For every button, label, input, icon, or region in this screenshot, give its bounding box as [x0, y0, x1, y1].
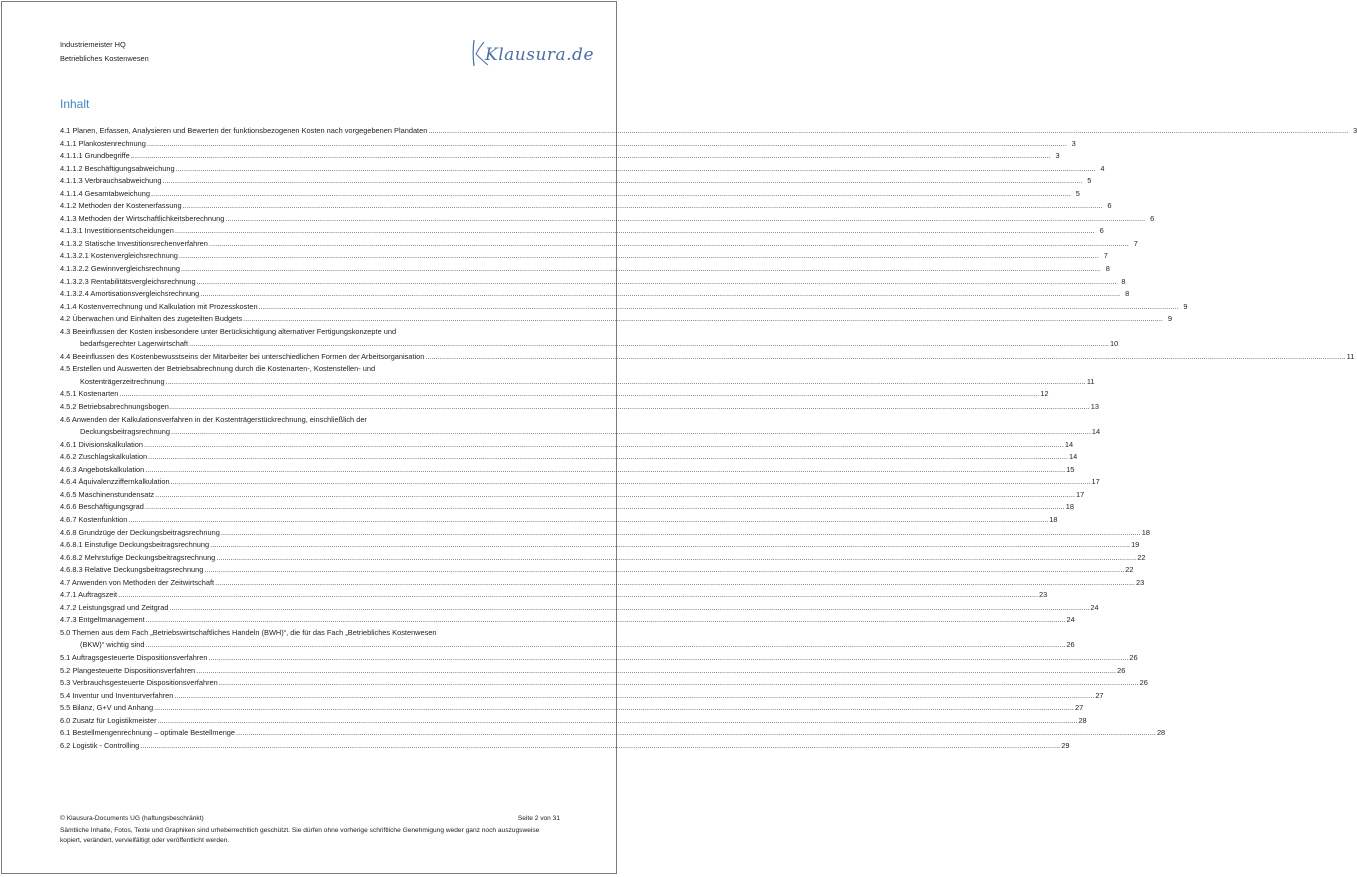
toc-dot-leader	[183, 200, 1103, 213]
toc-dot-leader	[154, 702, 1074, 715]
toc-entry-title: 4.2 Überwachen und Einhalten des zugeteilten Budgets	[60, 314, 243, 324]
toc-page-number: 3	[1353, 126, 1357, 135]
toc-page-number: 14	[1064, 439, 1074, 449]
toc-page-number: 13	[1090, 402, 1100, 412]
toc-dot-leader	[189, 338, 1109, 351]
toc-page-number: 27	[1095, 690, 1104, 700]
toc-page-number: 10	[1109, 339, 1119, 349]
toc-entry[interactable]	[60, 489, 1085, 502]
toc-entry-title: 4.7.2 Leistungsgrad und Zeitgrad	[60, 602, 169, 612]
toc-entry[interactable]	[60, 702, 1084, 715]
toc-page-number: 6	[1099, 226, 1104, 236]
toc-dot-leader	[176, 163, 1096, 176]
toc-entry-title: 4.1.3.2.2 Gewinnvergleichsrechnung	[60, 264, 180, 274]
toc-entry-title: 6.2 Logistik - Controlling	[60, 740, 140, 750]
toc-dot-leader	[128, 514, 1048, 527]
toc-entry[interactable]	[60, 690, 1104, 703]
toc-dot-leader	[225, 213, 1145, 226]
toc-entry[interactable]	[60, 665, 1126, 678]
toc-entry-title: 4.1.1 Plankostenrechnung	[60, 138, 146, 148]
toc-entry[interactable]	[60, 301, 1188, 314]
toc-page-number: 18	[1065, 502, 1074, 512]
toc-page-number: 15	[1066, 464, 1075, 474]
toc-entry-title: 4.6.6 Beschäftigungsgrad	[60, 502, 144, 512]
toc-dot-leader	[196, 665, 1116, 678]
toc-entry-title: 4.6.5 Maschinenstundensatz	[60, 489, 155, 499]
toc-entry[interactable]	[60, 564, 1134, 577]
toc-page-number: 12	[1040, 389, 1049, 399]
toc-entry-title-continued: bedarfsgerechter Lagerwirtschaft	[80, 339, 189, 349]
toc-entry-title: 5.1 Auftragsgesteuerte Dispositionsverfahren	[60, 652, 208, 662]
toc-dot-leader	[209, 652, 1129, 665]
toc-entry-title: 4.6.4 Äquivalenzziffernkalkulation	[60, 477, 170, 487]
toc-entry[interactable]	[60, 614, 1075, 627]
toc-page-number: 17	[1091, 477, 1100, 487]
toc-entry-title: 4.6.7 Kostenfunktion	[60, 514, 128, 524]
toc-entry-title: 4.6.8.3 Relative Deckungsbeitragsrechnung	[60, 565, 204, 575]
toc-entry[interactable]	[60, 677, 1148, 690]
toc-entry-title: 4.5 Erstellen und Auswerten der Betriebsabrechnung durch die Kostenarten-, Kostenstellen- und	[60, 364, 376, 374]
toc-entry-title: 4.3 Beeinflussen der Kosten insbesondere unter Berücksichtigung alternativer Fertigungskonzepte und	[60, 326, 397, 336]
toc-page-number: 29	[1061, 740, 1070, 750]
toc-page-number: 18	[1049, 514, 1058, 524]
toc-entry[interactable]	[60, 589, 1048, 602]
page-title: Inhalt	[60, 97, 90, 111]
toc-entry-title: 4.5.1 Kostenarten	[60, 389, 119, 399]
toc-dot-leader	[147, 138, 1067, 151]
toc-entry[interactable]	[60, 288, 1130, 301]
toc-dot-leader	[236, 727, 1156, 740]
toc-entry[interactable]	[60, 250, 1108, 263]
toc-page-number: 9	[1167, 314, 1172, 324]
toc-entry-title: 4.1.3.2 Statische Investitionsrechenverfahren	[60, 238, 208, 248]
footer-copyright: © Klausura-Documents UG (haftungsbeschränkt)	[60, 815, 204, 822]
toc-page-number: 14	[1091, 427, 1101, 437]
toc-page-number: 7	[1133, 238, 1138, 248]
toc-page-number: 3	[1055, 151, 1060, 161]
toc-dot-leader	[118, 589, 1038, 602]
toc-entry-title: 4.6.1 Divisionskalkulation	[60, 439, 143, 449]
toc-entry[interactable]	[60, 464, 1075, 477]
toc-entry[interactable]	[60, 200, 1112, 213]
toc-entry[interactable]	[60, 451, 1078, 464]
toc-entry[interactable]	[60, 225, 1104, 238]
toc-entry-title: 4.1.3.1 Investitionsentscheidungen	[60, 226, 174, 236]
toc-dot-leader	[174, 690, 1094, 703]
toc-page-number: 9	[1183, 301, 1188, 311]
toc-entry[interactable]	[60, 276, 1126, 289]
toc-entry[interactable]	[60, 213, 1155, 226]
toc-page-number: 28	[1078, 715, 1087, 725]
toc-dot-leader	[210, 539, 1130, 552]
toc-dot-leader	[170, 401, 1090, 414]
footer-legal-notice: Sämtliche Inhalte, Fotos, Texte und Graphiken sind urheberrechtlich geschützt. Sie dürfen ohne vorherige schriftliche Genehmigung weder ganz noch auszugsweise kopiert, verändert, vervielfältigt oder veröffentlicht werden.	[60, 827, 540, 844]
toc-entry[interactable]	[60, 326, 1119, 351]
toc-page-number: 26	[1129, 652, 1138, 662]
toc-dot-leader	[428, 125, 1348, 138]
toc-page-number: 22	[1125, 565, 1134, 575]
toc-entry-title: 4.1.1.1 Grundbegriffe	[60, 151, 130, 161]
toc-entry[interactable]	[60, 602, 1099, 615]
toc-dot-leader	[221, 527, 1141, 540]
toc-entry[interactable]	[60, 439, 1074, 452]
toc-entry-title-continued: Deckungsbeitragsrechnung	[80, 427, 170, 437]
toc-entry[interactable]	[60, 740, 1070, 753]
toc-page-number: 8	[1121, 276, 1126, 286]
logo-text: Klausura.de	[485, 45, 595, 65]
toc-entry-title: 4.7.3 Entgeltmanagement	[60, 615, 145, 625]
toc-entry[interactable]	[60, 715, 1087, 728]
toc-entry-title-continued: (BKW)“ wichtig sind	[80, 640, 145, 650]
toc-page-number: 26	[1066, 640, 1075, 650]
toc-entry-title: 4.1.1.4 Gesamtabweichung	[60, 188, 150, 198]
toc-entry[interactable]	[60, 577, 1145, 590]
document-header	[60, 38, 149, 66]
toc-dot-leader	[425, 351, 1345, 364]
toc-entry-title: 5.0 Themen aus dem Fach „Betriebswirtschaftliches Handeln (BWH)“, die für das Fach „Betriebliches Kostenwesen	[60, 627, 437, 637]
toc-page-number: 26	[1139, 678, 1148, 688]
toc-page-number: 11	[1086, 376, 1095, 386]
toc-entry[interactable]	[60, 652, 1138, 665]
toc-dot-leader	[200, 288, 1120, 301]
toc-entry[interactable]	[60, 401, 1100, 414]
toc-entry-title: 6.0 Zusatz für Logistikmeister	[60, 715, 157, 725]
toc-entry[interactable]	[60, 263, 1110, 276]
toc-entry-title: 6.1 Bestellmengenrechnung – optimale Bestellmenge	[60, 728, 236, 738]
toc-page-number: 3	[1071, 138, 1076, 148]
toc-entry[interactable]	[60, 138, 1076, 151]
toc-page-number: 27	[1074, 703, 1084, 713]
toc-entry-title: 4.6.8.2 Mehrstufige Deckungsbeitragsrechnung	[60, 552, 216, 562]
toc-page-number: 24	[1066, 615, 1075, 625]
document-footer	[60, 813, 560, 846]
toc-dot-leader	[171, 426, 1091, 439]
toc-entry[interactable]	[60, 727, 1166, 740]
toc-dot-leader	[140, 740, 1060, 753]
toc-dot-leader	[181, 263, 1101, 276]
toc-dot-leader	[148, 451, 1068, 464]
toc-dot-leader	[243, 313, 1163, 326]
toc-entry-title: 4.6.8.1 Einstufige Deckungsbeitragsrechnung	[60, 540, 210, 550]
toc-entry-title: 4.1.3.2.4 Amortisationsvergleichsrechnung	[60, 289, 200, 299]
toc-entry-title-continued: Kostenträgerzeitrechnung	[80, 376, 165, 386]
toc-entry[interactable]	[60, 175, 1092, 188]
toc-entry[interactable]	[60, 125, 1357, 138]
toc-dot-leader	[175, 225, 1095, 238]
toc-dot-leader	[219, 677, 1139, 690]
toc-entry-title: 4.6.8 Grundzüge der Deckungsbeitragsrechnung	[60, 527, 220, 537]
toc-entry-title: 4.7 Anwenden von Methoden der Zeitwirtschaft	[60, 577, 215, 587]
toc-entry-title: 5.4 Inventur und Inventurverfahren	[60, 690, 174, 700]
toc-entry[interactable]	[60, 627, 1075, 652]
toc-entry[interactable]	[60, 163, 1105, 176]
toc-dot-leader	[145, 464, 1065, 477]
toc-entry[interactable]	[60, 514, 1058, 527]
toc-entry-title: 4.7.1 Auftragszeit	[60, 590, 118, 600]
klausura-logo	[468, 36, 595, 68]
toc-dot-leader	[259, 301, 1179, 314]
toc-dot-leader	[158, 715, 1078, 728]
toc-dot-leader	[119, 388, 1039, 401]
toc-entry[interactable]	[60, 527, 1150, 540]
toc-entry[interactable]	[60, 238, 1138, 251]
toc-entry-title: 4.5.2 Betriebsabrechnungsbogen	[60, 402, 169, 412]
toc-entry-title: 5.3 Verbrauchsgesteuerte Dispositionsverfahren	[60, 678, 218, 688]
toc-dot-leader	[145, 639, 1065, 652]
toc-entry-title: 4.1.3.2.3 Rentabilitätsvergleichsrechnung	[60, 276, 196, 286]
toc-dot-leader	[179, 250, 1099, 263]
toc-entry[interactable]	[60, 476, 1100, 489]
toc-entry-title: 5.5 Bilanz, G+V und Anhang	[60, 703, 154, 713]
toc-entry-title: 4.1.2 Methoden der Kostenerfassung	[60, 201, 182, 211]
toc-entry-title: 4.6.3 Angebotskalkulation	[60, 464, 145, 474]
toc-dot-leader	[209, 238, 1129, 251]
toc-entry[interactable]	[60, 150, 1060, 163]
toc-entry-title: 4.1.4 Kostenverrechnung und Kalkulation mit Prozesskosten	[60, 301, 258, 311]
toc-entry-title: 4.6 Anwenden der Kalkulationsverfahren in der Kostenträgerstückrechnung, einschließlich der	[60, 414, 367, 424]
toc-page-number: 8	[1105, 264, 1110, 274]
toc-dot-leader	[166, 376, 1086, 389]
toc-entry[interactable]	[60, 313, 1172, 326]
toc-page-number: 7	[1103, 251, 1108, 261]
toc-page-number: 6	[1107, 201, 1112, 211]
toc-entry[interactable]	[60, 539, 1140, 552]
table-of-contents	[60, 125, 1357, 752]
toc-page-number: 18	[1141, 527, 1150, 537]
toc-dot-leader	[171, 476, 1091, 489]
toc-dot-leader	[155, 489, 1075, 502]
header-subject: Betriebliches Kostenwesen	[60, 54, 149, 63]
toc-page-number: 14	[1069, 452, 1078, 462]
toc-dot-leader	[163, 175, 1083, 188]
toc-entry-title: 4.1.1.3 Verbrauchsabweichung	[60, 176, 162, 186]
toc-entry-title: 4.4 Beeinflussen des Kostenbewusstseins der Mitarbeiter bei unterschiedlichen Formen der Arbeitsorganisation	[60, 351, 425, 361]
toc-page-number: 23	[1039, 590, 1048, 600]
toc-page-number: 4	[1100, 163, 1105, 173]
header-course: Industriemeister HQ	[60, 40, 126, 49]
toc-entry-title: 4.6.2 Zuschlagskalkulation	[60, 452, 148, 462]
toc-page-number: 26	[1117, 665, 1126, 675]
toc-entry-title: 4.1.3 Methoden der Wirtschaftlichkeitsberechnung	[60, 213, 225, 223]
toc-entry[interactable]	[60, 388, 1049, 401]
toc-entry-title: 4.1.1.2 Beschäftigungsabweichung	[60, 163, 175, 173]
toc-entry-title: 4.1.3.2.1 Kostenvergleichsrechnung	[60, 251, 178, 261]
toc-entry[interactable]	[60, 188, 1080, 201]
toc-dot-leader	[145, 501, 1065, 514]
toc-page-number: 24	[1090, 602, 1099, 612]
toc-dot-leader	[216, 552, 1136, 565]
toc-entry[interactable]	[60, 363, 1095, 388]
toc-page-number: 23	[1135, 577, 1145, 587]
toc-dot-leader	[151, 188, 1071, 201]
toc-dot-leader	[197, 276, 1117, 289]
toc-page-number: 11	[1346, 351, 1355, 361]
toc-entry-title: 5.2 Plangesteuerte Dispositionsverfahren	[60, 665, 196, 675]
toc-dot-leader	[146, 614, 1066, 627]
toc-dot-leader	[144, 439, 1064, 452]
toc-dot-leader	[131, 150, 1051, 163]
toc-page-number: 19	[1131, 540, 1140, 550]
toc-page-number: 5	[1075, 188, 1080, 198]
toc-entry[interactable]	[60, 351, 1355, 364]
toc-entry[interactable]	[60, 552, 1146, 565]
toc-entry[interactable]	[60, 501, 1074, 514]
toc-page-number: 5	[1087, 176, 1092, 186]
toc-page-number: 22	[1137, 552, 1146, 562]
toc-page-number: 6	[1150, 213, 1155, 223]
toc-page-number: 28	[1156, 728, 1166, 738]
toc-dot-leader	[215, 577, 1135, 590]
footer-page-number: Seite 2 von 31	[517, 815, 560, 822]
toc-dot-leader	[204, 564, 1124, 577]
toc-entry[interactable]	[60, 414, 1101, 439]
toc-page-number: 17	[1076, 489, 1085, 499]
toc-dot-leader	[169, 602, 1089, 615]
toc-entry-title: 4.1 Planen, Erfassen, Analysieren und Bewerten der funktionsbezogenen Kosten nach vorgegebenen Plandaten	[60, 126, 428, 135]
toc-page-number: 8	[1125, 289, 1130, 299]
